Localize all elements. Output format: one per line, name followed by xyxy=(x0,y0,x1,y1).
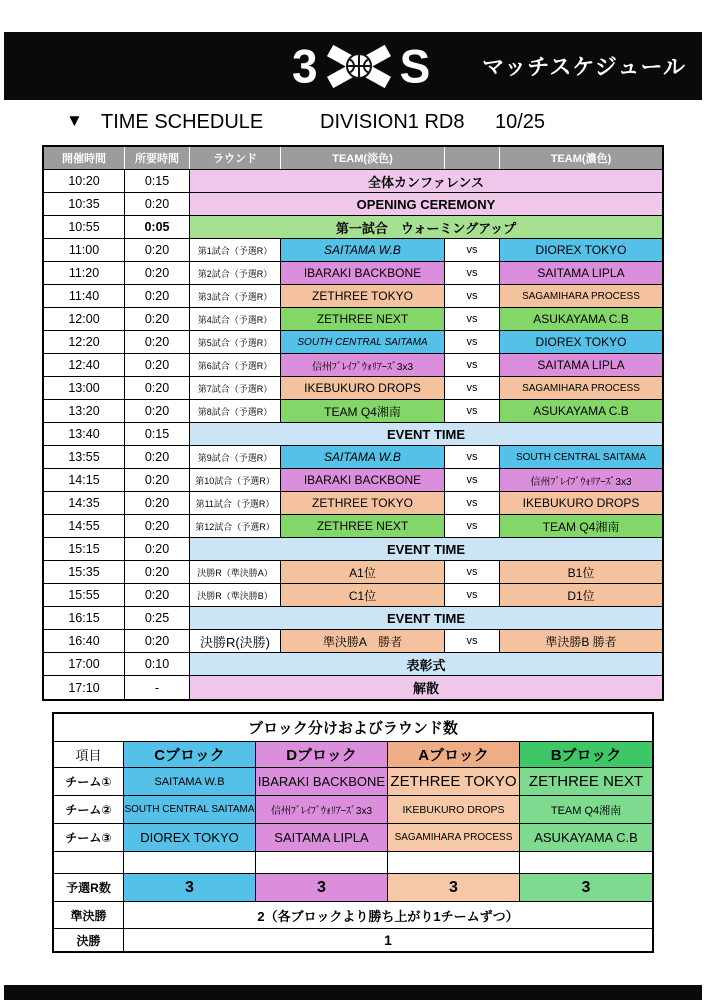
block-team-cell: SAGAMIHARA PROCESS xyxy=(388,824,520,851)
heading-division: DIVISION1 RD8 xyxy=(320,111,465,133)
team-dark-cell: SAITAMA LIPLA xyxy=(500,262,662,284)
vs-cell: vs xyxy=(445,239,500,261)
event-span-cell: OPENING CEREMONY xyxy=(190,193,662,215)
qualifier-count-cell: 3 xyxy=(388,874,520,901)
schedule-row xyxy=(44,285,662,308)
vs-cell: vs xyxy=(445,331,500,353)
qualifier-count-cell: 3 xyxy=(124,874,256,901)
logo-x-mark xyxy=(320,42,398,90)
round-cell: 第6試合（予選R） xyxy=(190,354,281,376)
round-cell: 第10試合（予選R） xyxy=(190,469,281,491)
start-time-cell: 12:40 xyxy=(44,354,125,376)
schedule-row xyxy=(44,193,662,216)
duration-cell: 0:20 xyxy=(125,630,190,652)
block-team-cell: ZETHREE NEXT xyxy=(520,768,652,795)
vs-cell: vs xyxy=(445,446,500,468)
duration-cell: - xyxy=(125,676,190,699)
block-table-title-row xyxy=(54,714,652,742)
footer-bar xyxy=(4,985,702,1000)
block-team-cell xyxy=(520,852,652,873)
team-dark-cell: SAITAMA LIPLA xyxy=(500,354,662,376)
duration-cell: 0:20 xyxy=(125,446,190,468)
heading-date: 10/25 xyxy=(495,111,546,133)
final-row xyxy=(54,929,652,951)
duration-cell: 0:20 xyxy=(125,515,190,537)
team-dark-cell: IKEBUKURO DROPS xyxy=(500,492,662,514)
vs-cell: vs xyxy=(445,469,500,491)
duration-cell: 0:20 xyxy=(125,400,190,422)
vs-cell: vs xyxy=(445,377,500,399)
semifinal-label: 準決勝 xyxy=(54,902,124,928)
round-cell: 第7試合（予選R） xyxy=(190,377,281,399)
round-cell: 第11試合（予選R） xyxy=(190,492,281,514)
block-team-cell: SAITAMA W.B xyxy=(124,768,256,795)
schedule-row xyxy=(44,584,662,607)
round-cell: 第5試合（予選R） xyxy=(190,331,281,353)
start-time-cell: 11:40 xyxy=(44,285,125,307)
round-cell: 決勝R（準決勝A） xyxy=(190,561,281,583)
duration-cell: 0:20 xyxy=(125,561,190,583)
vs-cell: vs xyxy=(445,630,500,652)
duration-cell: 0:10 xyxy=(125,653,190,675)
team-dark-cell: ASUKAYAMA C.B xyxy=(500,308,662,330)
team-light-cell: SOUTH CENTRAL SAITAMA xyxy=(281,331,445,353)
qualifier-count-cell: 3 xyxy=(520,874,652,901)
vs-cell: vs xyxy=(445,584,500,606)
start-time-cell: 11:20 xyxy=(44,262,125,284)
round-cell: 決勝R(決勝) xyxy=(190,630,281,652)
schedule-row xyxy=(44,607,662,630)
team-light-cell: 信州ﾌﾞﾚｲﾌﾞｳｫﾘｱｰｽﾞ3x3 xyxy=(281,354,445,376)
item-header-cell: 項目 xyxy=(54,742,124,767)
schedule-row xyxy=(44,377,662,400)
col-header-round: ラウンド xyxy=(190,147,281,169)
block-header-cell: Bブロック xyxy=(520,742,652,767)
start-time-cell: 13:20 xyxy=(44,400,125,422)
start-time-cell: 10:20 xyxy=(44,170,125,192)
event-span-cell: EVENT TIME xyxy=(190,538,662,560)
schedule-row xyxy=(44,676,662,699)
team-dark-cell: 信州ﾌﾞﾚｲﾌﾞｳｫﾘｱｰｽﾞ3x3 xyxy=(500,469,662,491)
schedule-row xyxy=(44,653,662,676)
start-time-cell: 14:15 xyxy=(44,469,125,491)
block-header-cell: Dブロック xyxy=(256,742,388,767)
team-light-cell: IBARAKI BACKBONE xyxy=(281,262,445,284)
block-team-cell: TEAM Q4湘南 xyxy=(520,796,652,823)
block-team-row xyxy=(54,852,652,874)
block-header-cell: Aブロック xyxy=(388,742,520,767)
team-row-label xyxy=(54,852,124,873)
block-team-cell: IKEBUKURO DROPS xyxy=(388,796,520,823)
final-value: 1 xyxy=(124,929,652,951)
team-light-cell: C1位 xyxy=(281,584,445,606)
vs-cell: vs xyxy=(445,515,500,537)
duration-cell: 0:20 xyxy=(125,492,190,514)
block-table-title: ブロック分けおよびラウンド数 xyxy=(54,714,652,741)
qualifier-round-row xyxy=(54,874,652,902)
schedule-row xyxy=(44,538,662,561)
block-team-cell: ZETHREE TOKYO xyxy=(388,768,520,795)
team-light-cell: SAITAMA W.B xyxy=(281,239,445,261)
final-label: 決勝 xyxy=(54,929,124,951)
team-light-cell: 準決勝A 勝者 xyxy=(281,630,445,652)
round-cell: 決勝R（準決勝B） xyxy=(190,584,281,606)
schedule-row xyxy=(44,492,662,515)
vs-cell: vs xyxy=(445,308,500,330)
schedule-row xyxy=(44,239,662,262)
block-team-cell: 信州ﾌﾞﾚｲﾌﾞｳｫﾘｱｰｽﾞ3x3 xyxy=(256,796,388,823)
block-team-cell xyxy=(124,852,256,873)
block-team-cell: SAITAMA LIPLA xyxy=(256,824,388,851)
duration-cell: 0:20 xyxy=(125,262,190,284)
schedule-row xyxy=(44,216,662,239)
block-team-cell xyxy=(388,852,520,873)
team-light-cell: SAITAMA W.B xyxy=(281,446,445,468)
header-title: マッチスケジュール xyxy=(482,54,686,80)
team-row-label: チーム③ xyxy=(54,824,124,851)
team-dark-cell: 準決勝B 勝者 xyxy=(500,630,662,652)
col-header-vs xyxy=(445,147,500,169)
duration-cell: 0:20 xyxy=(125,584,190,606)
schedule-heading xyxy=(0,109,706,141)
triangle-marker-icon: ▼ xyxy=(66,111,83,130)
vs-cell: vs xyxy=(445,285,500,307)
schedule-header-row xyxy=(44,147,662,170)
3xs-logo xyxy=(292,39,431,93)
start-time-cell: 14:35 xyxy=(44,492,125,514)
round-cell: 第1試合（予選R） xyxy=(190,239,281,261)
col-header-team-dark: TEAM(濃色) xyxy=(500,147,662,169)
duration-cell: 0:05 xyxy=(125,216,190,238)
duration-cell: 0:20 xyxy=(125,538,190,560)
col-header-start-time: 開催時間 xyxy=(44,147,125,169)
team-light-cell: ZETHREE TOKYO xyxy=(281,492,445,514)
schedule-row xyxy=(44,262,662,285)
logo-letter-3: 3 xyxy=(292,39,318,93)
duration-cell: 0:20 xyxy=(125,469,190,491)
duration-cell: 0:25 xyxy=(125,607,190,629)
team-light-cell: A1位 xyxy=(281,561,445,583)
team-row-label: チーム② xyxy=(54,796,124,823)
team-light-cell: IBARAKI BACKBONE xyxy=(281,469,445,491)
block-team-row xyxy=(54,768,652,796)
duration-cell: 0:20 xyxy=(125,331,190,353)
team-light-cell: ZETHREE NEXT xyxy=(281,308,445,330)
schedule-row xyxy=(44,469,662,492)
team-light-cell: TEAM Q4湘南 xyxy=(281,400,445,422)
team-dark-cell: DIOREX TOKYO xyxy=(500,239,662,261)
start-time-cell: 10:55 xyxy=(44,216,125,238)
team-dark-cell: D1位 xyxy=(500,584,662,606)
basketball-icon xyxy=(346,53,372,79)
schedule-row xyxy=(44,308,662,331)
vs-cell: vs xyxy=(445,262,500,284)
start-time-cell: 15:35 xyxy=(44,561,125,583)
schedule-row xyxy=(44,170,662,193)
col-header-duration: 所要時間 xyxy=(125,147,190,169)
round-cell: 第2試合（予選R） xyxy=(190,262,281,284)
event-span-cell: 全体カンファレンス xyxy=(190,170,662,192)
schedule-row xyxy=(44,561,662,584)
duration-cell: 0:20 xyxy=(125,354,190,376)
round-cell: 第3試合（予選R） xyxy=(190,285,281,307)
qualifier-row-label: 予選R数 xyxy=(54,874,124,901)
team-row-label: チーム① xyxy=(54,768,124,795)
time-schedule-table xyxy=(42,145,664,701)
vs-cell: vs xyxy=(445,354,500,376)
block-team-cell: ASUKAYAMA C.B xyxy=(520,824,652,851)
team-dark-cell: SAGAMIHARA PROCESS xyxy=(500,285,662,307)
schedule-row xyxy=(44,423,662,446)
semifinal-value: 2（各ブロックより勝ち上がり1チームずつ） xyxy=(124,902,652,928)
duration-cell: 0:20 xyxy=(125,308,190,330)
team-dark-cell: SOUTH CENTRAL SAITAMA xyxy=(500,446,662,468)
logo-letter-s: S xyxy=(399,39,431,93)
qualifier-count-cell: 3 xyxy=(256,874,388,901)
vs-cell: vs xyxy=(445,492,500,514)
header-bar xyxy=(4,32,702,100)
duration-cell: 0:20 xyxy=(125,239,190,261)
duration-cell: 0:20 xyxy=(125,377,190,399)
vs-cell: vs xyxy=(445,561,500,583)
team-dark-cell: B1位 xyxy=(500,561,662,583)
start-time-cell: 13:00 xyxy=(44,377,125,399)
block-round-table xyxy=(52,712,654,953)
event-span-cell: EVENT TIME xyxy=(190,423,662,445)
start-time-cell: 12:20 xyxy=(44,331,125,353)
duration-cell: 0:20 xyxy=(125,193,190,215)
event-span-cell: 解散 xyxy=(190,676,662,699)
team-dark-cell: TEAM Q4湘南 xyxy=(500,515,662,537)
start-time-cell: 16:15 xyxy=(44,607,125,629)
duration-cell: 0:15 xyxy=(125,170,190,192)
start-time-cell: 15:55 xyxy=(44,584,125,606)
schedule-row xyxy=(44,354,662,377)
duration-cell: 0:15 xyxy=(125,423,190,445)
event-span-cell: EVENT TIME xyxy=(190,607,662,629)
block-header-row xyxy=(54,742,652,768)
block-team-cell: IBARAKI BACKBONE xyxy=(256,768,388,795)
block-team-row xyxy=(54,824,652,852)
start-time-cell: 12:00 xyxy=(44,308,125,330)
semifinal-row xyxy=(54,902,652,929)
start-time-cell: 16:40 xyxy=(44,630,125,652)
round-cell: 第12試合（予選R） xyxy=(190,515,281,537)
start-time-cell: 15:15 xyxy=(44,538,125,560)
duration-cell: 0:20 xyxy=(125,285,190,307)
team-light-cell: ZETHREE TOKYO xyxy=(281,285,445,307)
start-time-cell: 10:35 xyxy=(44,193,125,215)
event-span-cell: 第一試合 ウォーミングアップ xyxy=(190,216,662,238)
block-team-cell: SOUTH CENTRAL SAITAMA xyxy=(124,796,256,823)
team-light-cell: ZETHREE NEXT xyxy=(281,515,445,537)
col-header-team-light: TEAM(淡色) xyxy=(281,147,445,169)
schedule-row xyxy=(44,630,662,653)
event-span-cell: 表彰式 xyxy=(190,653,662,675)
block-team-row xyxy=(54,796,652,824)
schedule-row xyxy=(44,446,662,469)
round-cell: 第4試合（予選R） xyxy=(190,308,281,330)
round-cell: 第9試合（予選R） xyxy=(190,446,281,468)
start-time-cell: 13:55 xyxy=(44,446,125,468)
team-dark-cell: SAGAMIHARA PROCESS xyxy=(500,377,662,399)
team-light-cell: IKEBUKURO DROPS xyxy=(281,377,445,399)
start-time-cell: 11:00 xyxy=(44,239,125,261)
block-team-cell: DIOREX TOKYO xyxy=(124,824,256,851)
block-header-cell: Cブロック xyxy=(124,742,256,767)
schedule-row xyxy=(44,515,662,538)
team-dark-cell: DIOREX TOKYO xyxy=(500,331,662,353)
schedule-row xyxy=(44,331,662,354)
start-time-cell: 17:10 xyxy=(44,676,125,699)
start-time-cell: 17:00 xyxy=(44,653,125,675)
start-time-cell: 13:40 xyxy=(44,423,125,445)
vs-cell: vs xyxy=(445,400,500,422)
round-cell: 第8試合（予選R） xyxy=(190,400,281,422)
heading-title: TIME SCHEDULE xyxy=(101,111,264,133)
team-dark-cell: ASUKAYAMA C.B xyxy=(500,400,662,422)
start-time-cell: 14:55 xyxy=(44,515,125,537)
block-team-cell xyxy=(256,852,388,873)
schedule-row xyxy=(44,400,662,423)
